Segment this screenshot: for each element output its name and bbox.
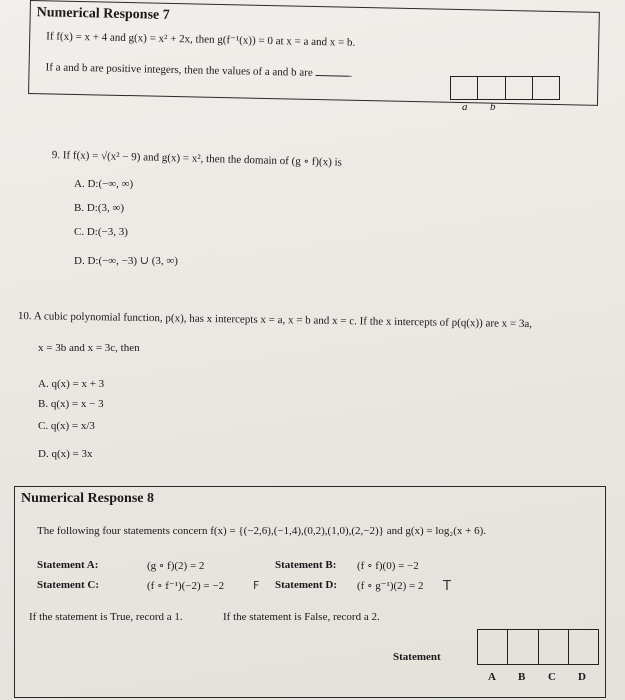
answer-cell[interactable] bbox=[478, 630, 508, 664]
q10-option-a[interactable]: A. q(x) = x + 3 bbox=[38, 378, 105, 390]
q9-option-a[interactable]: A. D:(−∞, ∞) bbox=[74, 178, 134, 190]
q9-option-b[interactable]: B. D:(3, ∞) bbox=[74, 202, 125, 214]
col-d: D bbox=[578, 671, 586, 683]
col-a: A bbox=[488, 671, 496, 683]
q9-option-c[interactable]: C. D:(−3, 3) bbox=[74, 226, 128, 238]
col-b: B bbox=[518, 671, 526, 683]
handwritten-mark-c: F bbox=[253, 579, 260, 592]
nr7-line2: If a and b are positive integers, then the values of a and b are . bbox=[45, 61, 353, 80]
statement-d: (f ∘ g⁻¹)(2) = 2 bbox=[357, 580, 424, 592]
answer-cell[interactable] bbox=[539, 630, 569, 664]
q9-stem: 9. If f(x) = √(x² − 9) and g(x) = x², then the domain of (g ∘ f)(x) is bbox=[51, 148, 343, 169]
statement-b: (f ∘ f)(0) = −2 bbox=[357, 560, 419, 572]
col-c: C bbox=[548, 671, 556, 683]
nr7-label-a: a bbox=[462, 101, 468, 113]
answer-cell[interactable] bbox=[506, 77, 533, 99]
nr8-intro: The following four statements concern f(x) = {(−2,6),(−1,4),(0,2),(1,0),(2,−2)} and g(x) = log₂(x + 6). bbox=[37, 525, 487, 537]
q10-option-d[interactable]: D. q(x) = 3x bbox=[38, 448, 93, 460]
handwritten-mark-d: T bbox=[443, 579, 451, 594]
statement-b-label: Statement B: bbox=[275, 559, 337, 571]
q10-stem-line2: x = 3b and x = 3c, then bbox=[38, 342, 140, 354]
q10-option-b[interactable]: B. q(x) = x − 3 bbox=[38, 398, 104, 410]
statement-a: (g ∘ f)(2) = 2 bbox=[147, 560, 205, 572]
statement-d-label: Statement D: bbox=[275, 579, 338, 591]
answer-cell[interactable] bbox=[569, 630, 598, 664]
statement-a-label: Statement A: bbox=[37, 559, 99, 571]
nr7-line1: If f(x) = x + 4 and g(x) = x² + 2x, then g(f⁻¹(x)) = 0 at x = a and x = b. bbox=[46, 30, 356, 49]
answer-cell[interactable] bbox=[508, 630, 538, 664]
answer-cell[interactable] bbox=[478, 77, 505, 99]
answer-blank bbox=[315, 65, 349, 77]
statement-c: (f ∘ f⁻¹)(−2) = −2 bbox=[147, 580, 225, 592]
statement-c-label: Statement C: bbox=[37, 579, 100, 591]
nr8-answer-grid[interactable] bbox=[477, 629, 599, 665]
nr7-answer-grid[interactable] bbox=[450, 76, 560, 100]
numerical-response-8-box bbox=[14, 486, 606, 698]
nr8-title: Numerical Response 8 bbox=[21, 491, 154, 506]
answer-cell[interactable] bbox=[533, 77, 559, 99]
nr7-label-b: b bbox=[490, 101, 496, 113]
statement-word: Statement bbox=[393, 651, 441, 663]
rule-false: If the statement is False, record a 2. bbox=[223, 611, 380, 623]
q9-option-d[interactable]: D. D:(−∞, −3) ∪ (3, ∞) bbox=[74, 255, 178, 267]
answer-cell[interactable] bbox=[451, 77, 478, 99]
rule-true: If the statement is True, record a 1. bbox=[29, 611, 183, 623]
q10-option-c[interactable]: C. q(x) = x/3 bbox=[38, 420, 95, 432]
nr7-title: Numerical Response 7 bbox=[36, 5, 170, 23]
q10-stem-line1: 10. A cubic polynomial function, p(x), has x intercepts x = a, x = b and x = c. If the x intercepts of p(q(x)) are x = 3a, bbox=[17, 310, 533, 331]
